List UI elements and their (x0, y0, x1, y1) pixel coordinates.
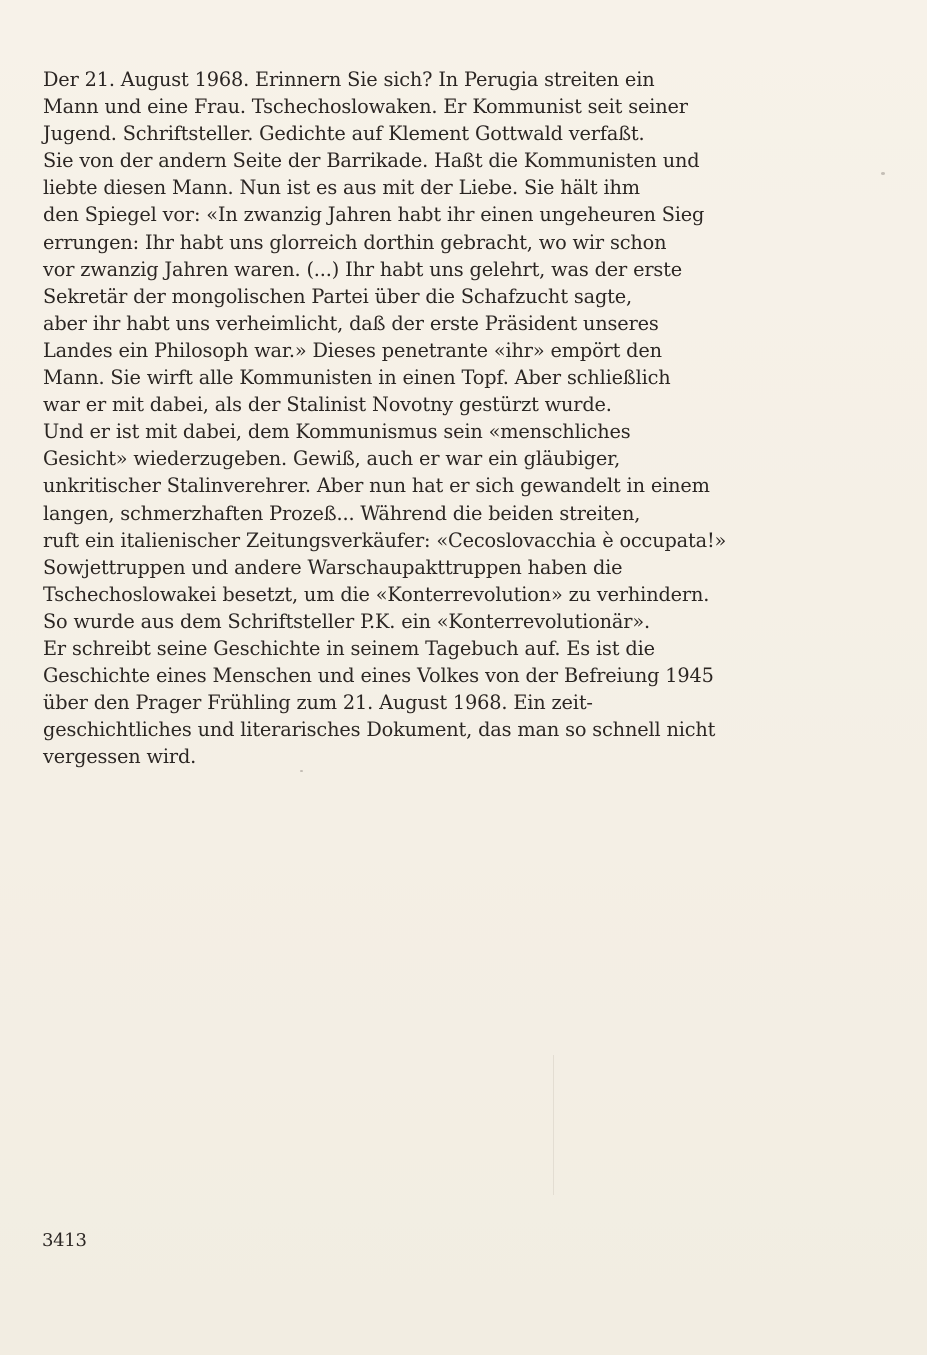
blurb-line: vor zwanzig Jahren waren. (...) Ihr habt uns gelehrt, was der erste (43, 257, 682, 281)
paper-speck (881, 172, 885, 175)
blurb-line: Sie von der andern Seite der Barrikade. Haßt die Kommunisten und (43, 149, 700, 173)
blurb-line: Tschechoslowakei besetzt, um die «Konterrevolution» zu verhindern. (43, 582, 710, 606)
blurb-line: Geschichte eines Menschen und eines Volkes von der Befreiung 1945 (43, 664, 714, 688)
blurb-line: geschichtliches und literarisches Dokument, das man so schnell nicht (43, 718, 716, 742)
blurb-line: Mann. Sie wirft alle Kommunisten in einen Topf. Aber schließlich (43, 366, 671, 390)
blurb-line: Sekretär der mongolischen Partei über die Schafzucht sagte, (43, 284, 633, 308)
blurb-line: über den Prager Frühling zum 21. August 1968. Ein zeit- (43, 691, 593, 715)
blurb-line: war er mit dabei, als der Stalinist Novotny gestürzt wurde. (43, 393, 612, 417)
blurb-line: ruft ein italienischer Zeitungsverkäufer: «Cecoslovacchia è occupata!» (43, 528, 727, 552)
blurb-line: errungen: Ihr habt uns glorreich dorthin gebracht, wo wir schon (43, 230, 667, 254)
blurb-line: Er schreibt seine Geschichte in seinem Tagebuch auf. Es ist die (43, 636, 655, 660)
blurb-line: liebte diesen Mann. Nun ist es aus mit der Liebe. Sie hält ihm (43, 176, 640, 200)
page-number: 3413 (42, 1230, 87, 1251)
blurb-line: Und er ist mit dabei, dem Kommunismus sein «menschliches (43, 420, 631, 444)
blurb-text (43, 66, 863, 770)
blurb-line: aber ihr habt uns verheimlicht, daß der erste Präsident unseres (43, 311, 659, 335)
blurb-line: unkritischer Stalinverehrer. Aber nun hat er sich gewandelt in einem (43, 474, 710, 498)
blurb-line: Gesicht» wiederzugeben. Gewiß, auch er war ein gläubiger, (43, 447, 621, 471)
blurb-line: So wurde aus dem Schriftsteller P.K. ein «Konterrevolutionär». (43, 609, 650, 633)
blurb-line: Der 21. August 1968. Erinnern Sie sich? In Perugia streiten ein (43, 68, 655, 91)
blurb-line: Mann und eine Frau. Tschechoslowaken. Er Kommunist seit seiner (43, 95, 688, 119)
paper-crease (553, 1055, 554, 1195)
blurb-line: langen, schmerzhaften Prozeß... Während die beiden streiten, (43, 501, 641, 525)
blurb-line: Sowjettruppen und andere Warschaupakttruppen haben die (43, 555, 623, 579)
blurb-line: vergessen wird. (43, 745, 197, 769)
blurb-line: Landes ein Philosoph war.» Dieses penetrante «ihr» empört den (43, 338, 662, 362)
blurb-line: den Spiegel vor: «In zwanzig Jahren habt ihr einen ungeheuren Sieg (43, 203, 705, 227)
blurb-line: Jugend. Schriftsteller. Gedichte auf Klement Gottwald verfaßt. (43, 122, 645, 146)
paper-speck (300, 770, 303, 772)
